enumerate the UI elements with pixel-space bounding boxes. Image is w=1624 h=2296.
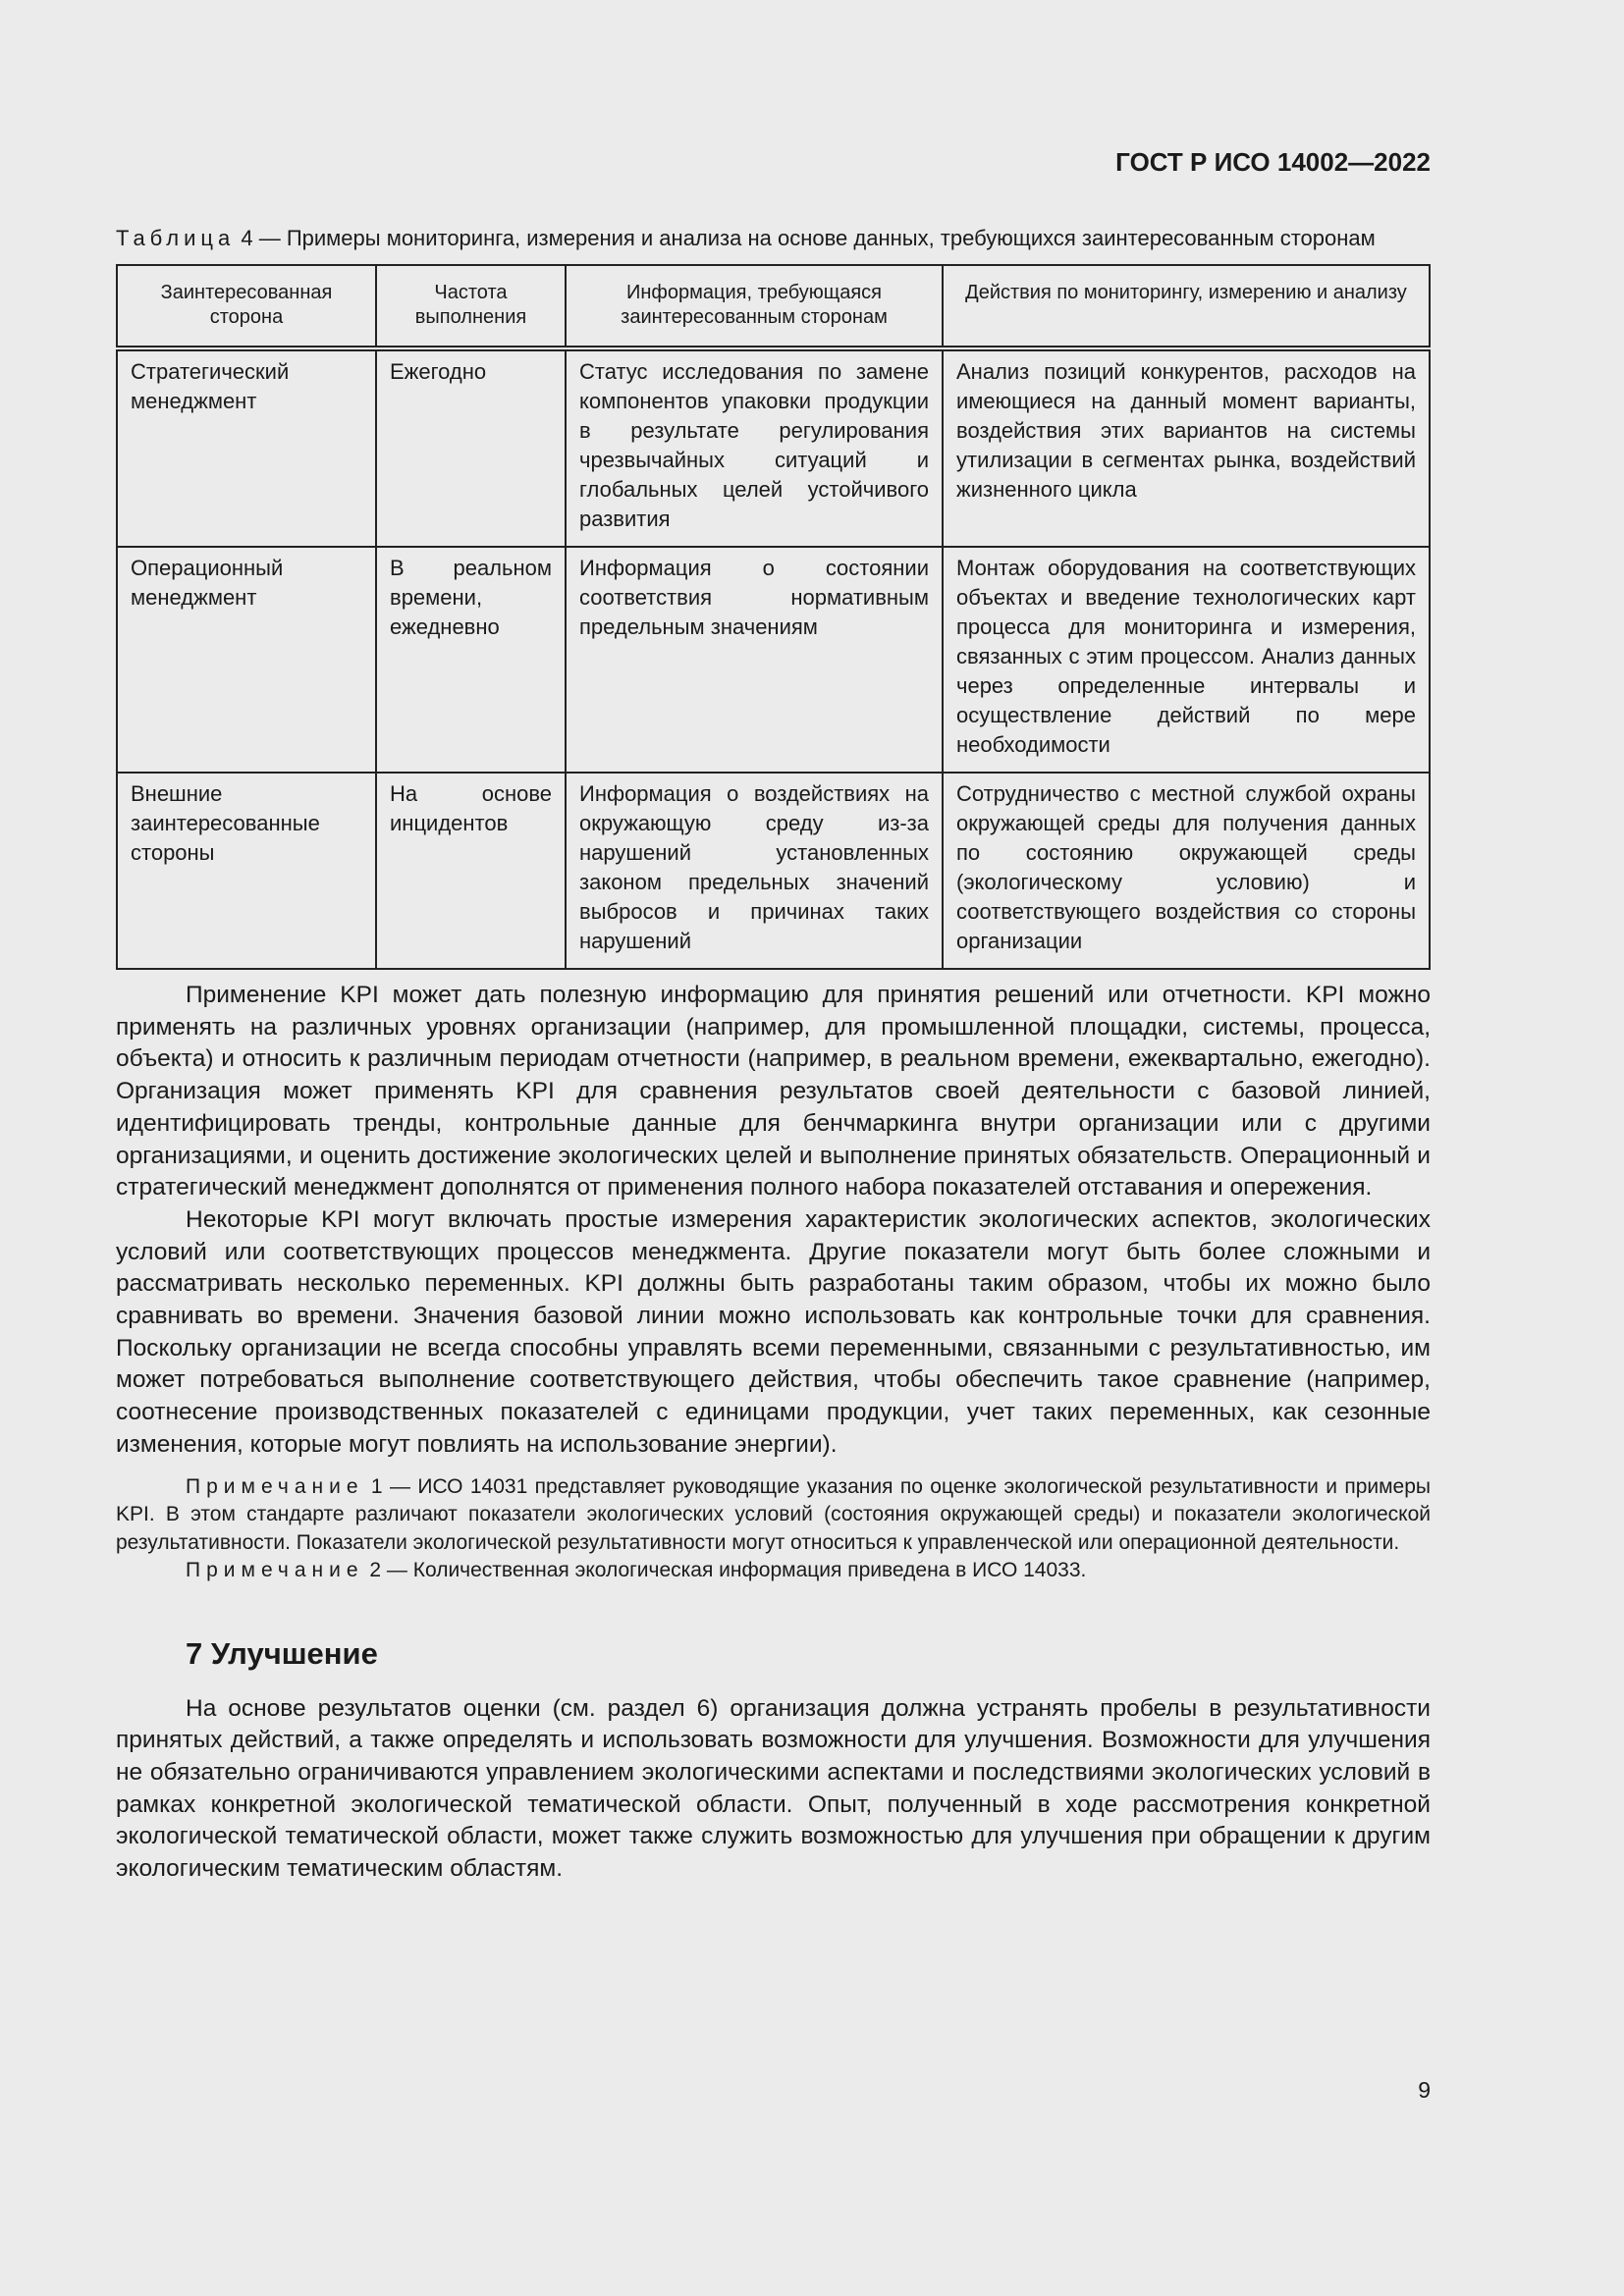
column-header-frequency: Частота выполнения bbox=[376, 265, 566, 348]
table-cell-actions: Анализ позиций конкурентов, расходов на имеющиеся на данный момент варианты, воздействия этих вариантов на системы утилизации в сегментах рынка, воздействий жизненного цикла bbox=[943, 348, 1430, 547]
table-cell-frequency: В реальном времени, ежедневно bbox=[376, 547, 566, 773]
table-caption-text: 4 — Примеры мониторинга, измерения и анализа на основе данных, требующихся заинтересованным сторонам bbox=[235, 226, 1376, 250]
table-cell-information: Информация о состоянии соответствия нормативным предельным значениям bbox=[566, 547, 943, 773]
body-paragraph-kpi-application: Применение KPI может дать полезную информацию для принятия решений или отчетности. KPI можно применять на различных уровнях организации (например, для промышленной площадки, системы, процесса, объекта) и относить к различным периодам отчетности (например, в реальном времени, ежеквартально, ежегодно). Организация может применять KPI для сравнения результатов своей деятельности с базовой линией, идентифицировать тренды, контрольные данные для бенчмаркинга внутри организации или с другими организациями, и оценить достижение экологических целей и выполнение принятых обязательств. Операционный и стратегический менеджмент дополнятся от применения полного набора показателей отставания и опережения. bbox=[116, 982, 1431, 1201]
note-1-text: 1 — ИСО 14031 представляет руководящие указания по оценке экологической результативности и примеры KPI. В этом стандарте различают показатели экологических условий (состояния окружающей среды) и показатели экологической результативности. Показатели экологической результативности могут относиться к управленческой или операционной деятельности. bbox=[116, 1474, 1431, 1554]
table-row bbox=[117, 348, 1430, 547]
table-row bbox=[117, 547, 1430, 773]
table-caption-label: Таблица bbox=[116, 226, 236, 250]
table-cell-stakeholder: Внешние заинтересованные стороны bbox=[117, 773, 376, 969]
monitoring-table bbox=[116, 264, 1431, 970]
table-header-row bbox=[117, 265, 1430, 348]
table-row bbox=[117, 773, 1430, 969]
column-header-stakeholder: Заинтересованная сторона bbox=[117, 265, 376, 348]
note-2-label: Примечание bbox=[186, 1559, 364, 1582]
standard-header: ГОСТ Р ИСО 14002—2022 bbox=[1115, 147, 1431, 177]
page-number: 9 bbox=[1418, 2077, 1431, 2103]
table-cell-frequency: На основе инцидентов bbox=[376, 773, 566, 969]
column-header-actions: Действия по мониторингу, измерению и анализу bbox=[943, 265, 1430, 348]
page-content bbox=[116, 226, 1431, 1886]
table-cell-actions: Монтаж оборудования на соответствующих объектах и введение технологических карт процесса для мониторинга и измерения, связанных с этим процессом. Анализ данных через определенные интервалы и осуществление действий по мере необходимости bbox=[943, 547, 1430, 773]
column-header-information: Информация, требующаяся заинтересованным сторонам bbox=[566, 265, 943, 348]
table-cell-information: Статус исследования по замене компонентов упаковки продукции в результате регулирования чрезвычайных ситуаций и глобальных целей устойчивого развития bbox=[566, 348, 943, 547]
table-cell-information: Информация о воздействиях на окружающую среду из-за нарушений установленных законом предельных значений выбросов и причинах таких нарушений bbox=[566, 773, 943, 969]
note-1-label: Примечание bbox=[186, 1474, 364, 1498]
table-cell-stakeholder: Операционный менеджмент bbox=[117, 547, 376, 773]
body-paragraph-kpi-measurements: Некоторые KPI могут включать простые измерения характеристик экологических аспектов, экологических условий или соответствующих процессов менеджмента. Другие показатели могут быть более сложными и рассматривать несколько переменных. KPI должны быть разработаны таким образом, чтобы их можно было сравнивать во времени. Значения базовой линии можно использовать как контрольные точки для сравнения. Поскольку организации не всегда способны управлять всеми переменными, связанными с результативностью, им может потребоваться выполнение соответствующего действия, чтобы обеспечить такое сравнение (например, соотнесение производственных показателей с единицами продукции, учет таких переменных, как сезонные изменения, которые могут повлиять на использование энергии). bbox=[116, 1205, 1431, 1458]
section-title-improvement: 7 Улучшение bbox=[186, 1635, 378, 1671]
table-cell-actions: Сотрудничество с местной службой охраны окружающей среды для получения данных по состоянию окружающей среды (экологическому условию) и соответствующего воздействия со стороны организации bbox=[943, 773, 1430, 969]
body-paragraph-improvement: На основе результатов оценки (см. раздел 6) организация должна устранять пробелы в результативности принятых действий, а также определять и использовать возможности для улучшения. Возможности для улучшения не обязательно ограничиваются управлением экологическими аспектами и последствиями экологических условий в рамках конкретной экологической тематической области. Опыт, полученный в ходе рассмотрения конкретной экологической тематической области, может также служить возможностью для улучшения при обращении к другим экологическим тематическим областям. bbox=[116, 1694, 1431, 1883]
note-1 bbox=[116, 1473, 1431, 1558]
table-cell-frequency: Ежегодно bbox=[376, 348, 566, 547]
table-caption bbox=[116, 226, 1431, 251]
table-cell-stakeholder: Стратегический менеджмент bbox=[117, 348, 376, 547]
note-2 bbox=[116, 1557, 1431, 1585]
note-2-text: 2 — Количественная экологическая информация приведена в ИСО 14033. bbox=[363, 1559, 1087, 1582]
